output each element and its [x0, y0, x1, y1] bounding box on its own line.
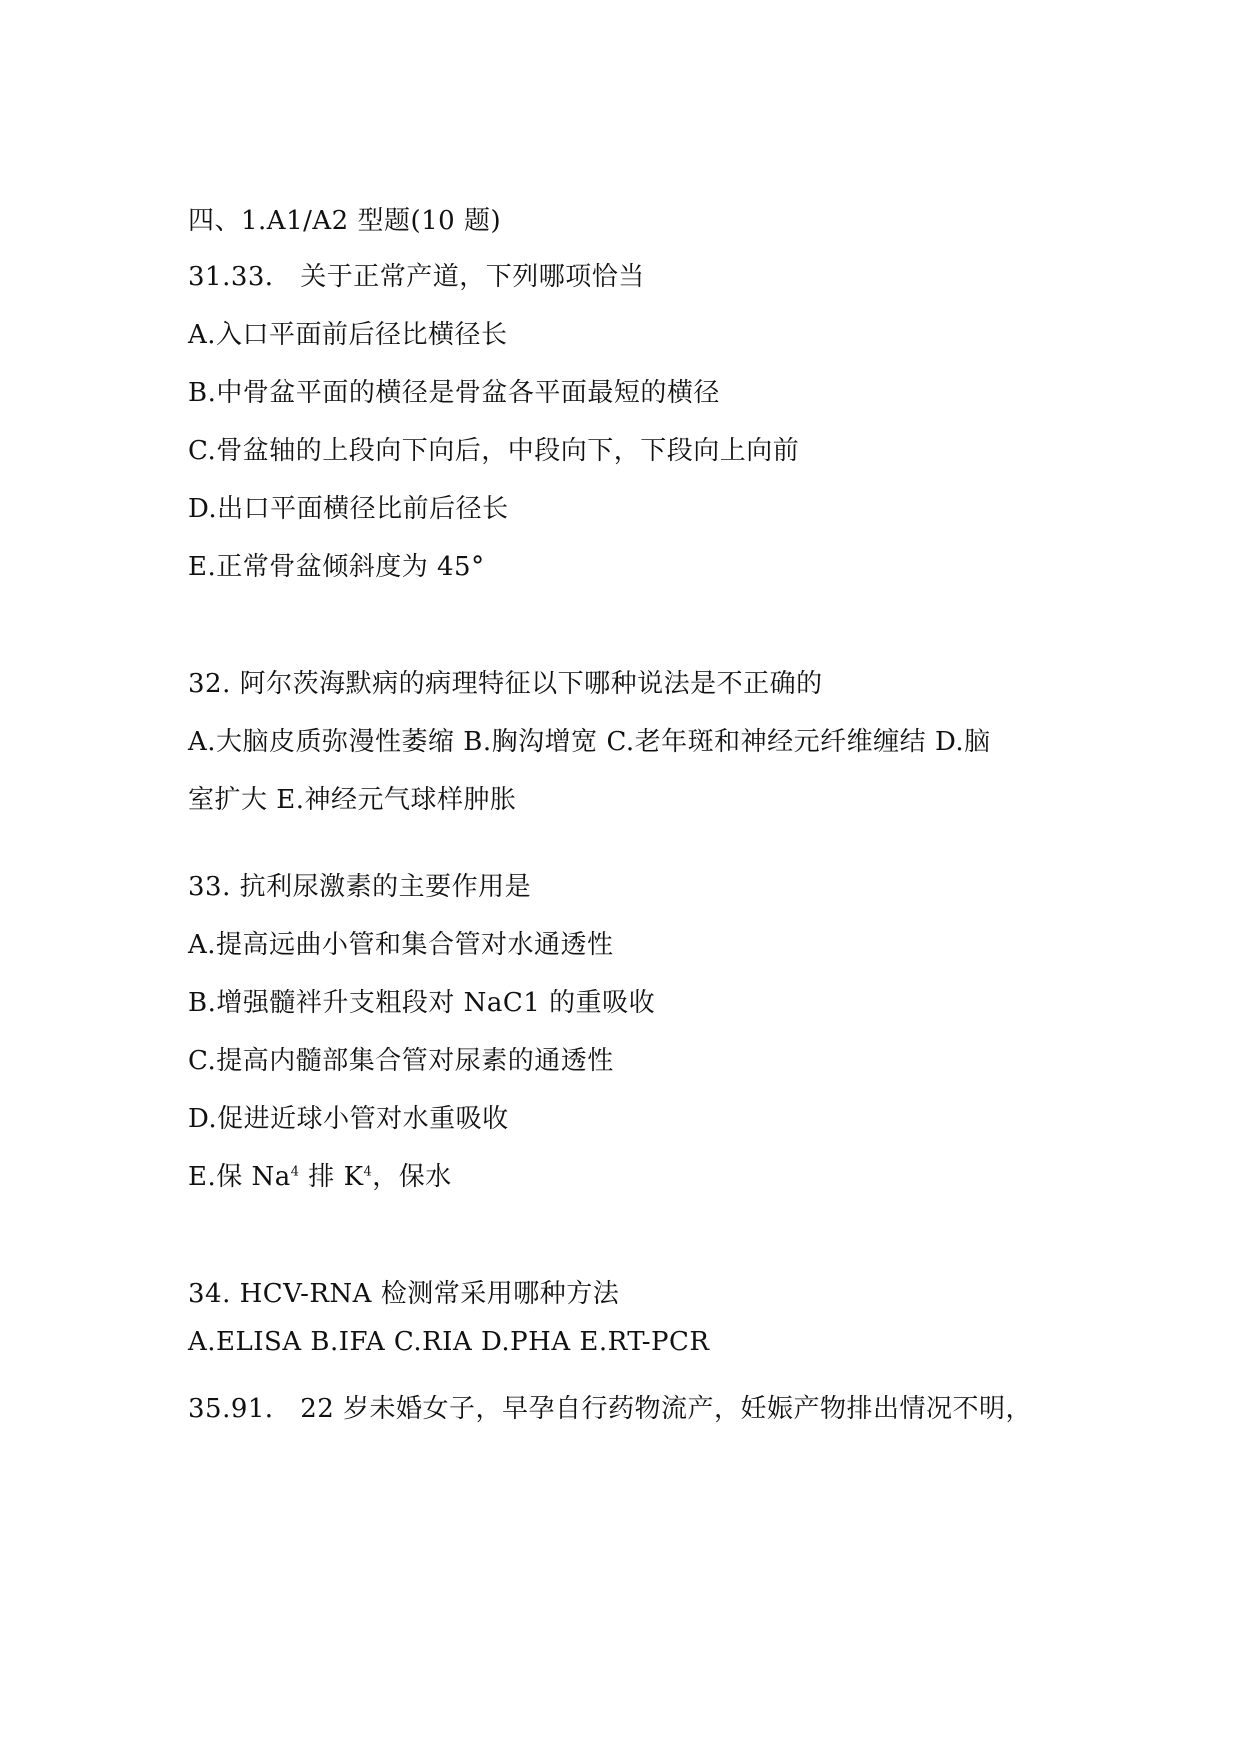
question-33-option-e-part-2: 排 K: [299, 1162, 364, 1192]
question-35-stem: 35.91． 22 岁未婚女子，早孕自行药物流产，妊娠产物排出情况不明，: [188, 1394, 1033, 1424]
section-heading: 四、1.A1/A2 型题(10 题): [188, 206, 502, 236]
question-33-option-e-part-1: E.保 Na: [188, 1162, 291, 1192]
question-31-option-e: E.正常骨盆倾斜度为 45°: [188, 552, 485, 582]
question-33-option-e-sup-1: 4: [290, 1164, 300, 1180]
question-33-option-b: B.增强髓袢升支粗段对 NaC1 的重吸收: [188, 988, 656, 1018]
question-31-stem: 31.33． 关于正常产道，下列哪项恰当: [188, 262, 645, 292]
question-32-options-line-1: A.大脑皮质弥漫性萎缩 B.胸沟增宽 C.老年斑和神经元纤维缠结 D.脑: [188, 727, 991, 757]
question-31-option-c: C.骨盆轴的上段向下向后，中段向下，下段向上向前: [188, 436, 800, 466]
question-32-options-line-2: 室扩大 E.神经元气球样肿胀: [188, 785, 517, 815]
question-31-option-a: A.入口平面前后径比横径长: [188, 320, 508, 350]
question-33-option-e-sup-2: 4: [363, 1164, 373, 1180]
question-31-option-b: B.中骨盆平面的横径是骨盆各平面最短的横径: [188, 378, 720, 408]
question-33-option-e: [188, 1161, 452, 1193]
question-34-stem: 34. HCV-RNA 检测常采用哪种方法: [188, 1279, 620, 1309]
question-34-options: A.ELISA B.IFA C.RIA D.PHA E.RT-PCR: [188, 1327, 710, 1357]
question-33-option-c: C.提高内髓部集合管对尿素的通透性: [188, 1046, 614, 1076]
question-32-stem: 32. 阿尔茨海默病的病理特征以下哪种说法是不正确的: [188, 669, 823, 699]
question-31-option-d: D.出口平面横径比前后径长: [188, 494, 509, 524]
question-33-stem: 33. 抗利尿激素的主要作用是: [188, 872, 532, 902]
question-33-option-a: A.提高远曲小管和集合管对水通透性: [188, 930, 614, 960]
question-33-option-e-part-3: ，保水: [372, 1162, 452, 1192]
question-33-option-d: D.促进近球小管对水重吸收: [188, 1104, 509, 1134]
